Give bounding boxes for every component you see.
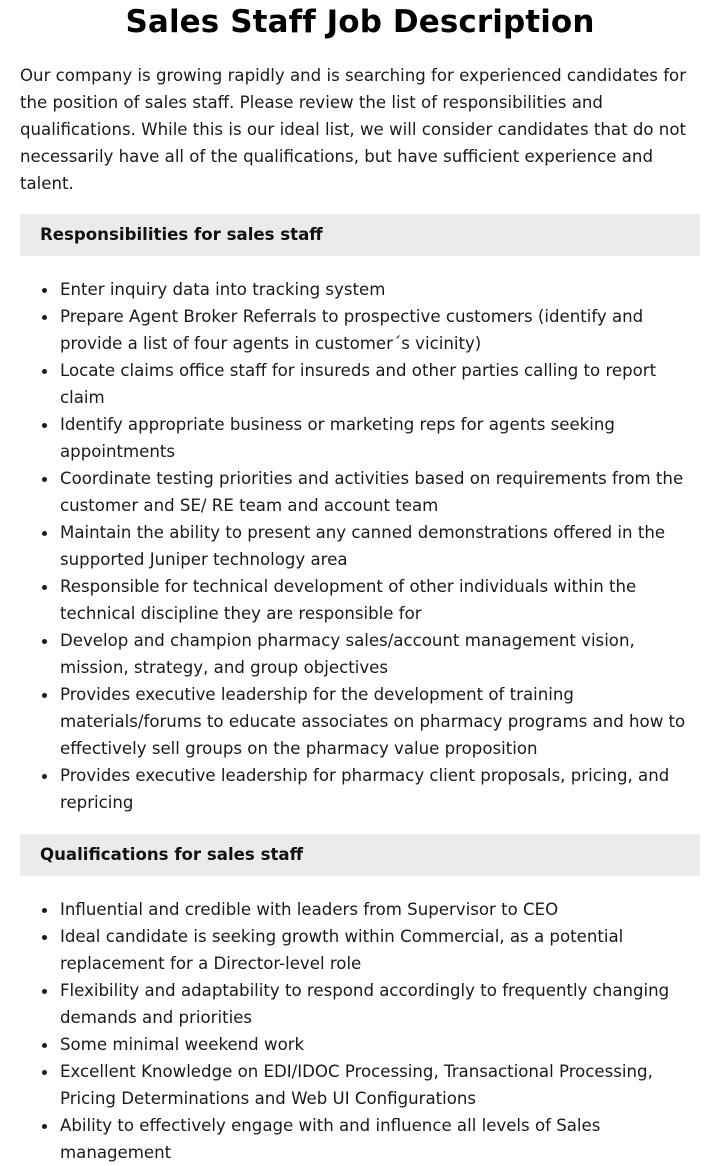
list-item: Develop and champion pharmacy sales/account management vision, mission, strategy, and group objectives <box>60 627 700 681</box>
responsibilities-heading: Responsibilities for sales staff <box>20 214 700 256</box>
list-item: Provides executive leadership for pharmacy client proposals, pricing, and repricing <box>60 762 700 816</box>
qualifications-list <box>20 896 700 1166</box>
list-item: Ideal candidate is seeking growth within Commercial, as a potential replacement for a Director-level role <box>60 923 700 977</box>
list-item: Coordinate testing priorities and activities based on requirements from the customer and SE/ RE team and account team <box>60 465 700 519</box>
qualifications-heading: Qualifications for sales staff <box>20 834 700 876</box>
list-item: Responsible for technical development of other individuals within the technical discipline they are responsible for <box>60 573 700 627</box>
list-item: Ability to effectively engage with and influence all levels of Sales management <box>60 1112 700 1166</box>
page-title: Sales Staff Job Description <box>125 4 595 40</box>
list-item: Excellent Knowledge on EDI/IDOC Processing, Transactional Processing, Pricing Determinations and Web UI Configurations <box>60 1058 700 1112</box>
list-item: Influential and credible with leaders from Supervisor to CEO <box>60 896 700 923</box>
list-item: Locate claims office staff for insureds and other parties calling to report claim <box>60 357 700 411</box>
responsibilities-list <box>20 276 700 816</box>
list-item: Some minimal weekend work <box>60 1031 700 1058</box>
list-item: Provides executive leadership for the development of training materials/forums to educate associates on pharmacy programs and how to effectively sell groups on the pharmacy value proposition <box>60 681 700 762</box>
list-item: Flexibility and adaptability to respond accordingly to frequently changing demands and priorities <box>60 977 700 1031</box>
list-item: Identify appropriate business or marketing reps for agents seeking appointments <box>60 411 700 465</box>
list-item: Maintain the ability to present any canned demonstrations offered in the supported Juniper technology area <box>60 519 700 573</box>
intro-paragraph: Our company is growing rapidly and is searching for experienced candidates for the position of sales staff. Please review the list of responsibilities and qualifications. While this is our ideal list, we will consider candidates that do not necessarily have all of the qualifications, but have sufficient experience and talent. <box>20 66 687 193</box>
list-item: Enter inquiry data into tracking system <box>60 276 700 303</box>
list-item: Prepare Agent Broker Referrals to prospective customers (identify and provide a list of four agents in customer´s vicinity) <box>60 303 700 357</box>
